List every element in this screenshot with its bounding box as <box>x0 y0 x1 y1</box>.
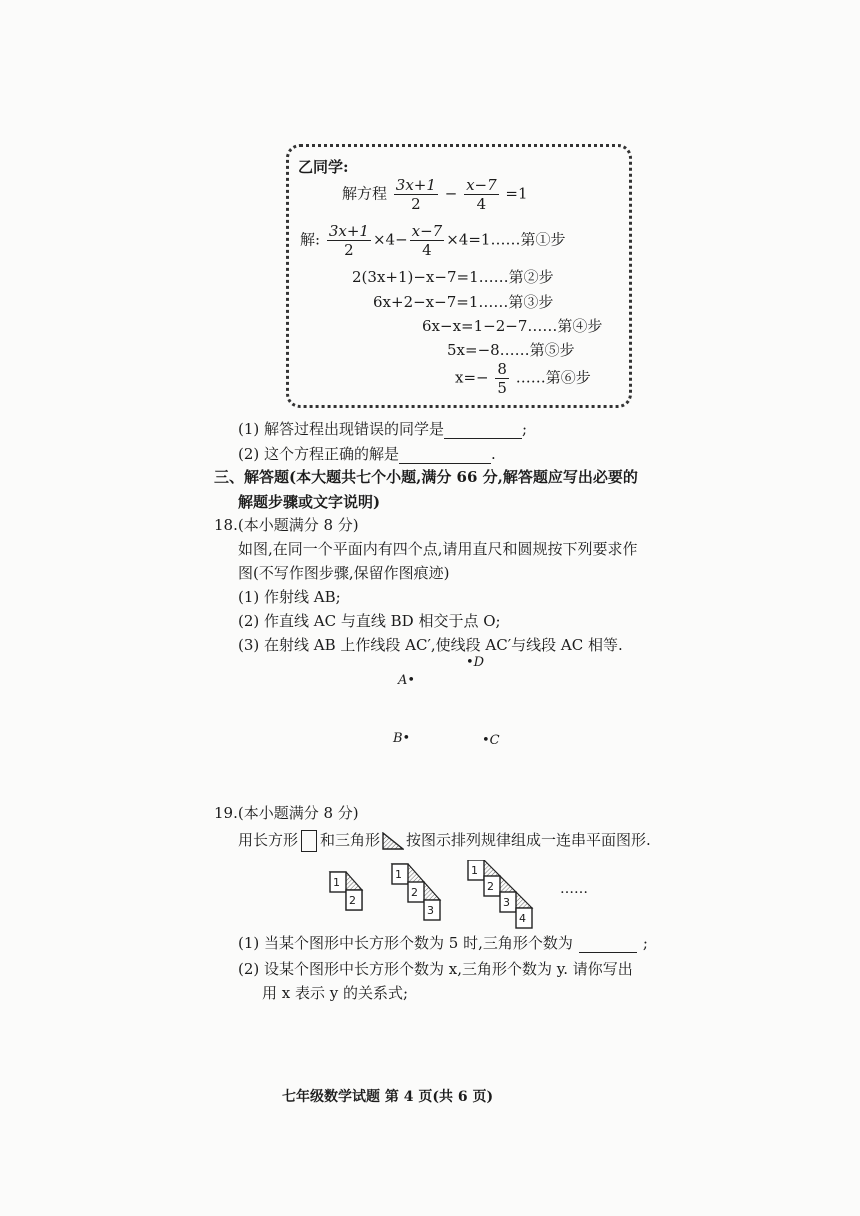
solution-step-5: 5x=−8……第⑤步 <box>447 341 575 359</box>
fig-label: 2 <box>411 886 418 899</box>
solution-step-3: 6x+2−x−7=1……第③步 <box>373 293 554 311</box>
fig-label: 4 <box>519 912 526 925</box>
pattern-figures <box>320 860 580 932</box>
solution-step-4: 6x−x=1−2−7……第④步 <box>422 317 603 335</box>
answer-blank-3[interactable] <box>579 936 637 953</box>
q19-header: 19.(本小题满分 8 分) <box>214 804 359 822</box>
section3-title-line1: 三、解答题(本大题共七个小题,满分 66 分,解答题应写出必要的 <box>214 468 638 486</box>
q19-part2-line1: (2) 设某个图形中长方形个数为 x,三角形个数为 y. 请你写出 <box>238 960 633 978</box>
q17-part1: (1) 解答过程出现错误的同学是 ; <box>238 420 528 438</box>
fig-label: 2 <box>487 880 494 893</box>
triangle-icon <box>382 832 404 850</box>
solution-step-6: x=− $\frac{8}{5}$ ……第⑥步 <box>455 360 591 397</box>
point-b: B• <box>393 731 411 746</box>
step1-fraction-2: $\frac{x-7}{4}$ <box>411 222 443 259</box>
q18-part1: (1) 作射线 AB; <box>238 588 341 606</box>
q19-part2-line2: 用 x 表示 y 的关系式; <box>262 984 409 1002</box>
point-c: •C <box>482 733 500 748</box>
q17-part2: (2) 这个方程正确的解是 . <box>238 445 496 463</box>
fig-label: 1 <box>395 868 402 881</box>
problem-prefix: 解方程 <box>342 184 388 203</box>
step6-fraction: $\frac{8}{5}$ <box>497 360 507 397</box>
fig-label: 2 <box>349 894 356 907</box>
q18-intro-line1: 如图,在同一个平面内有四个点,请用直尺和圆规按下列要求作 <box>238 540 638 558</box>
q19-intro: 用长方形 和三角形 按图示排列规律组成一连串平面图形. <box>238 829 651 852</box>
pattern-ellipsis: …… <box>560 881 588 897</box>
q18-intro-line2: 图(不写作图步骤,保留作图痕迹) <box>238 564 450 582</box>
q18-part2: (2) 作直线 AC 与直线 BD 相交于点 O; <box>238 612 501 630</box>
fig-label: 1 <box>471 864 478 877</box>
q18-part3: (3) 在射线 AB 上作线段 AC′,使线段 AC′与线段 AC 相等. <box>238 636 623 654</box>
eq-fraction-2: $\frac{x-7}{4}$ <box>466 176 497 213</box>
point-a: A• <box>398 673 416 688</box>
rectangle-icon <box>301 830 317 852</box>
solution-step-1: 解: $\frac{3x+1}{2}$ ×4− $\frac{x-7}{4}$ ×4=1……第①步 <box>300 222 566 259</box>
answer-blank-2[interactable] <box>399 447 491 464</box>
section3-title-line2: 解题步骤或文字说明) <box>238 493 381 511</box>
fig-label: 3 <box>427 904 434 917</box>
q18-header: 18.(本小题满分 8 分) <box>214 516 359 534</box>
answer-blank-1[interactable] <box>444 422 522 439</box>
step1-fraction-1: $\frac{3x+1}{2}$ <box>328 222 369 259</box>
problem-equation: 解方程 $\frac{3x+1}{2}$ − $\frac{x-7}{4}$ =1 <box>342 176 528 213</box>
box-title: 乙同学: <box>298 158 349 176</box>
q19-part1: (1) 当某个图形中长方形个数为 5 时,三角形个数为 ; <box>238 934 648 952</box>
eq-fraction-1: $\frac{3x+1}{2}$ <box>395 176 436 213</box>
page-footer: 七年级数学试题 第 4 页(共 6 页) <box>282 1089 494 1105</box>
point-d: •D <box>466 655 485 670</box>
fig-label: 1 <box>333 876 340 889</box>
fig-label: 3 <box>503 896 510 909</box>
solution-step-2: 2(3x+1)−x−7=1……第②步 <box>352 268 554 286</box>
